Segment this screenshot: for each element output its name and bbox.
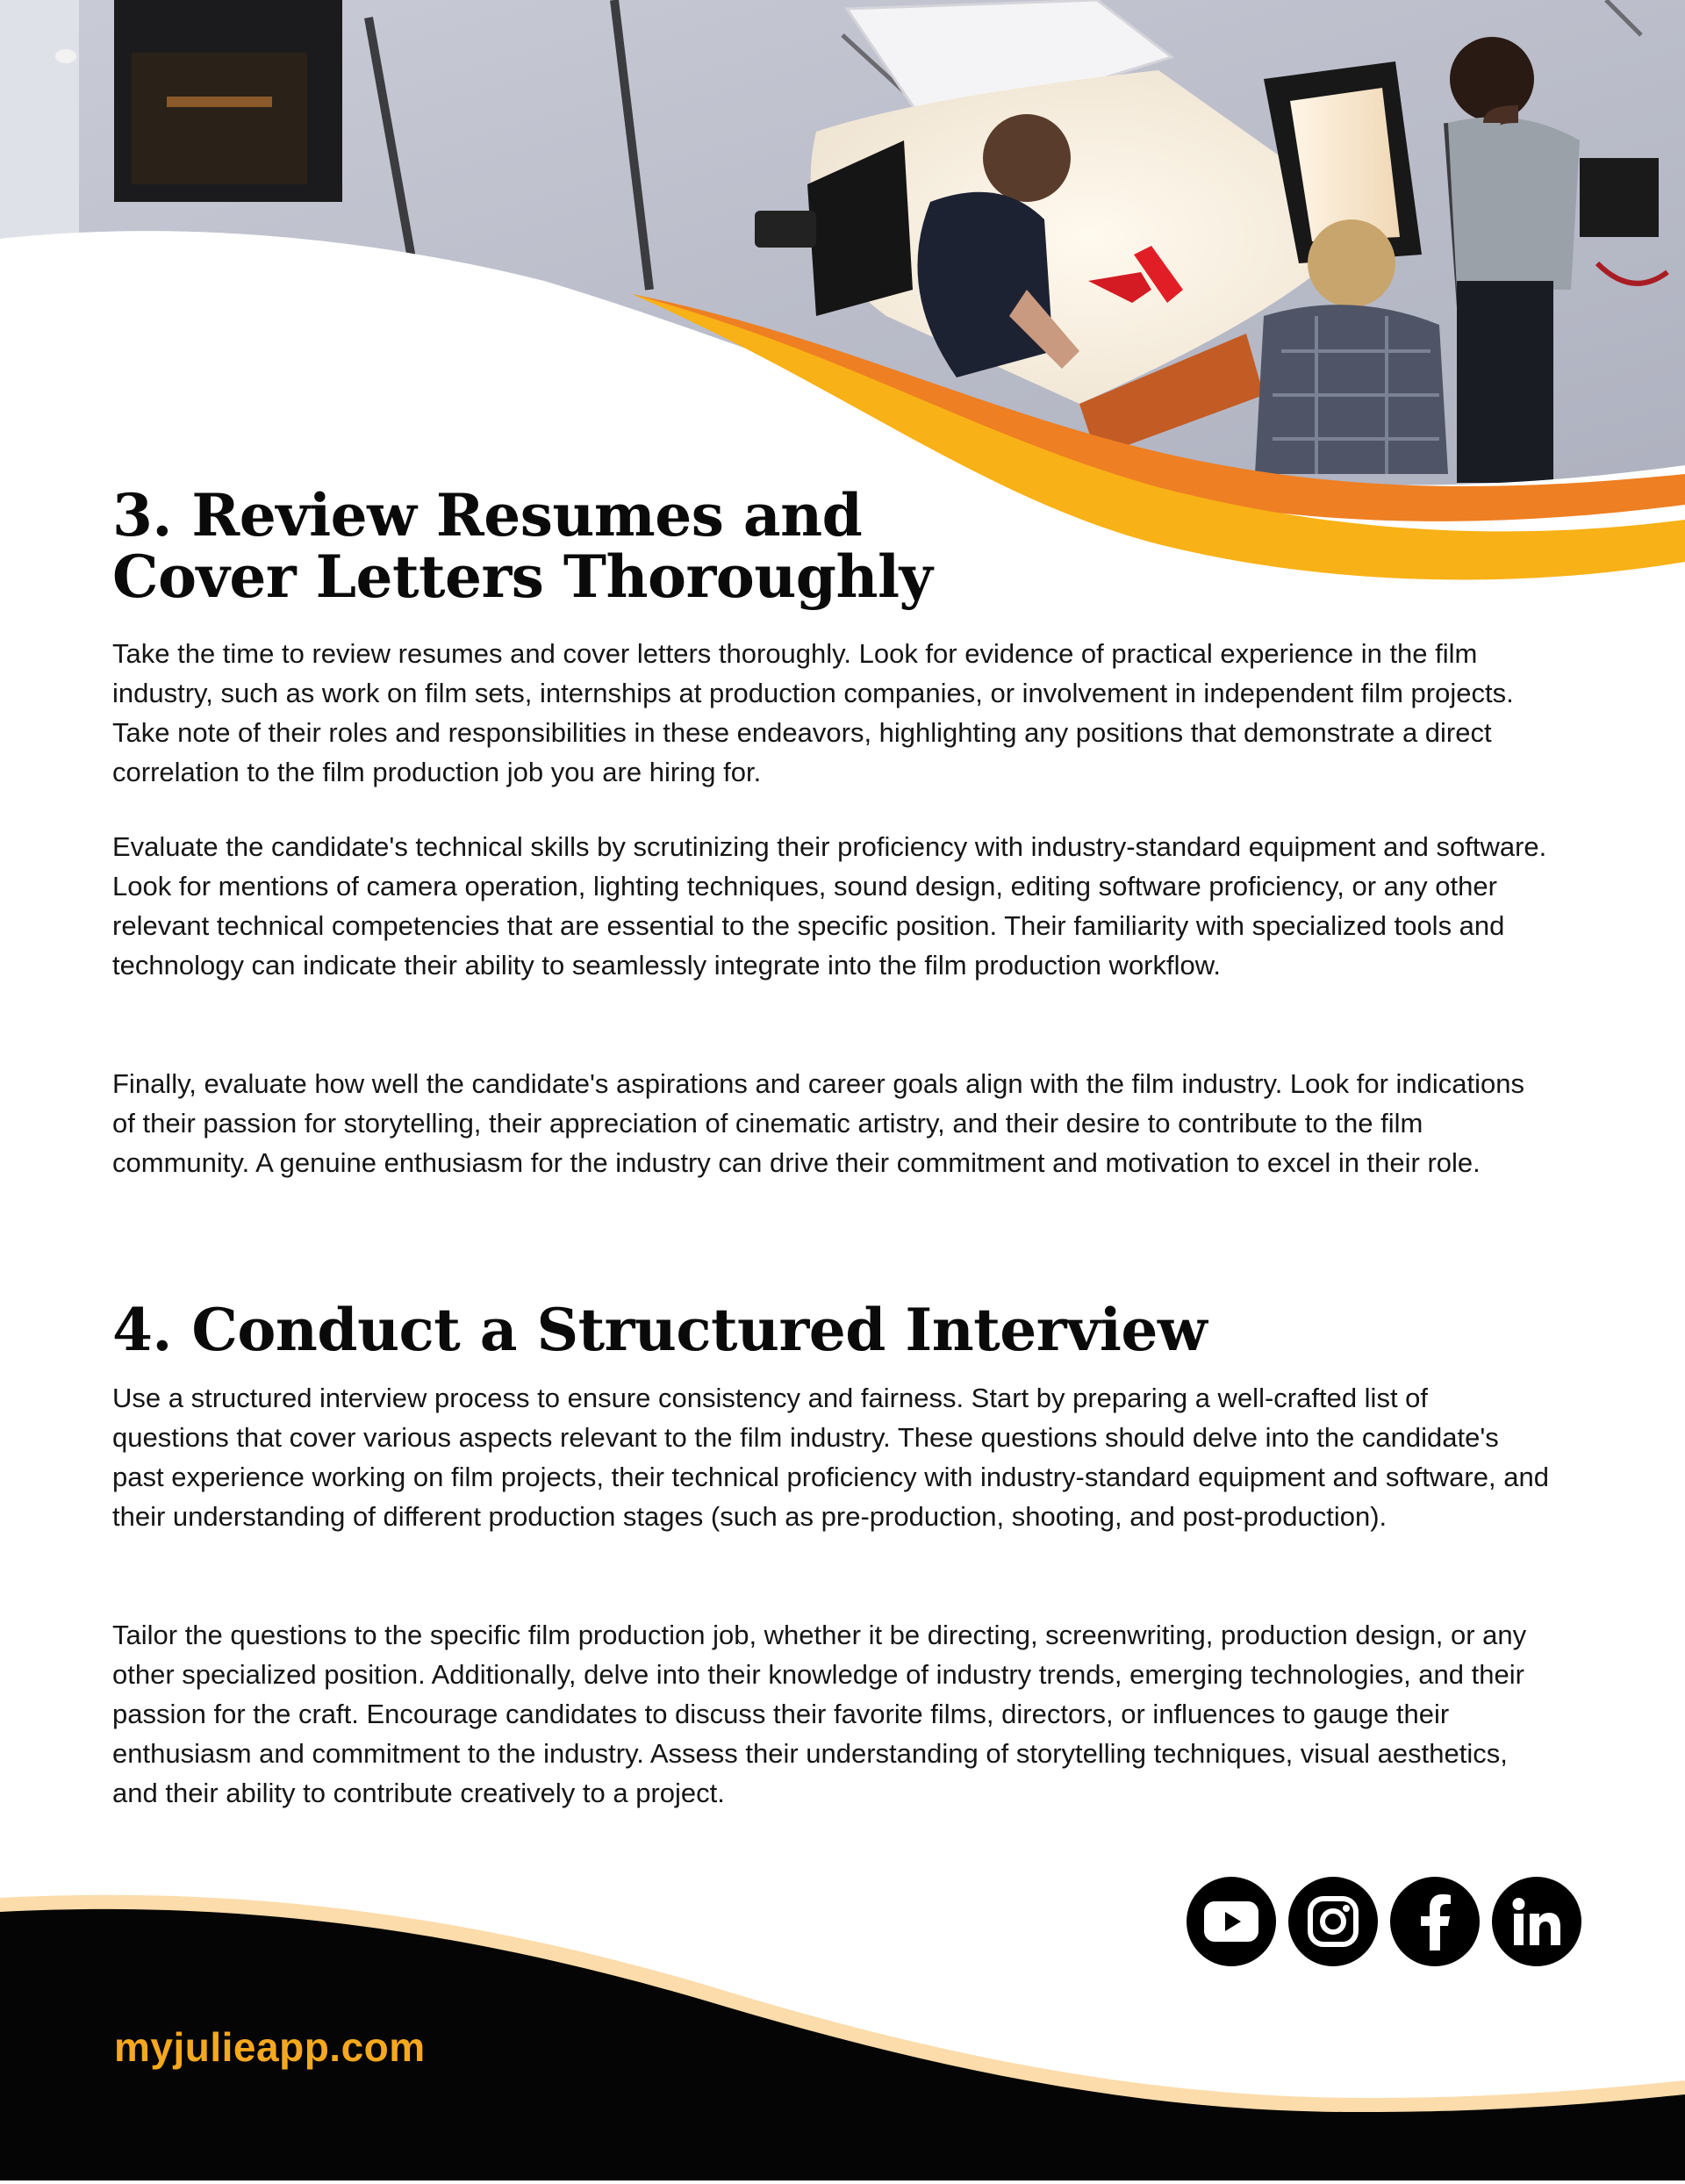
paragraph-text: Use a structured interview process to ensure consistency and fairness. Start by preparing a well-crafted list of questions that cover various aspects relevant to the film industry. These questions should delve into the candidate's past experience working on film projects, their technical proficiency with industry-standard equipment and software, and their understanding of different production stages (such as pre-production, shooting, and post-production). (112, 1383, 1549, 1532)
section-4-paragraph-1 (112, 1378, 1552, 1536)
section-4-paragraph-2 (112, 1615, 1552, 1813)
youtube-icon[interactable] (1187, 1877, 1276, 1966)
linkedin-icon[interactable] (1492, 1877, 1581, 1966)
paragraph-text: Finally, evaluate how well the candidate's aspirations and career goals align with the film industry. Look for indications of their passion for storytelling, their appreciation of cinematic artistry, and their desire to contribute to the film community. A genuine enthusiasm for the industry can drive their commitment and motivation to excel in their role. (112, 1068, 1525, 1178)
instagram-icon[interactable] (1288, 1877, 1378, 1966)
social-links (1187, 1877, 1581, 1966)
website-link[interactable]: myjulieapp.com (114, 2024, 426, 2070)
section-3-heading (112, 481, 1552, 611)
section-4-heading (112, 1296, 1552, 1364)
section-3-paragraph-1 (112, 634, 1552, 792)
section-4-title: 4. Conduct a Structured Interview (112, 1296, 1208, 1364)
section-3-title-line2: Cover Letters Thoroughly (112, 542, 933, 611)
paragraph-text: Tailor the questions to the specific film production job, whether it be directing, screenwriting, production design, or any other specialized position. Additionally, delve into their knowledge of industry trends, emerging technologies, and their passion for the craft. Encourage candidates to discuss their favorite films, directors, or influences to gauge their enthusiasm and commitment to the industry. Assess their understanding of storytelling techniques, visual aesthetics, and their ability to contribute creatively to a project. (112, 1620, 1527, 1808)
paragraph-text: Take the time to review resumes and cover letters thoroughly. Look for evidence of practical experience in the film industry, such as work on film sets, internships at production companies, or involvement in independent film projects. Take note of their roles and responsibilities in these endeavors, highlighting any positions that demonstrate a direct correlation to the film production job you are hiring for. (112, 638, 1514, 787)
facebook-icon[interactable] (1390, 1877, 1480, 1966)
section-3-title-line1: 3. Review Resumes and (112, 481, 863, 550)
section-3-paragraph-2 (112, 827, 1552, 985)
section-3-paragraph-3 (112, 1064, 1552, 1182)
paragraph-text: Evaluate the candidate's technical skills by scrutinizing their proficiency with industry-standard equipment and software. Look for mentions of camera operation, lighting techniques, sound design, editing software proficiency, or any other relevant technical competencies that are essential to the specific position. Their familiarity with specialized tools and technology can indicate their ability to seamlessly integrate into the film production workflow. (112, 831, 1547, 981)
